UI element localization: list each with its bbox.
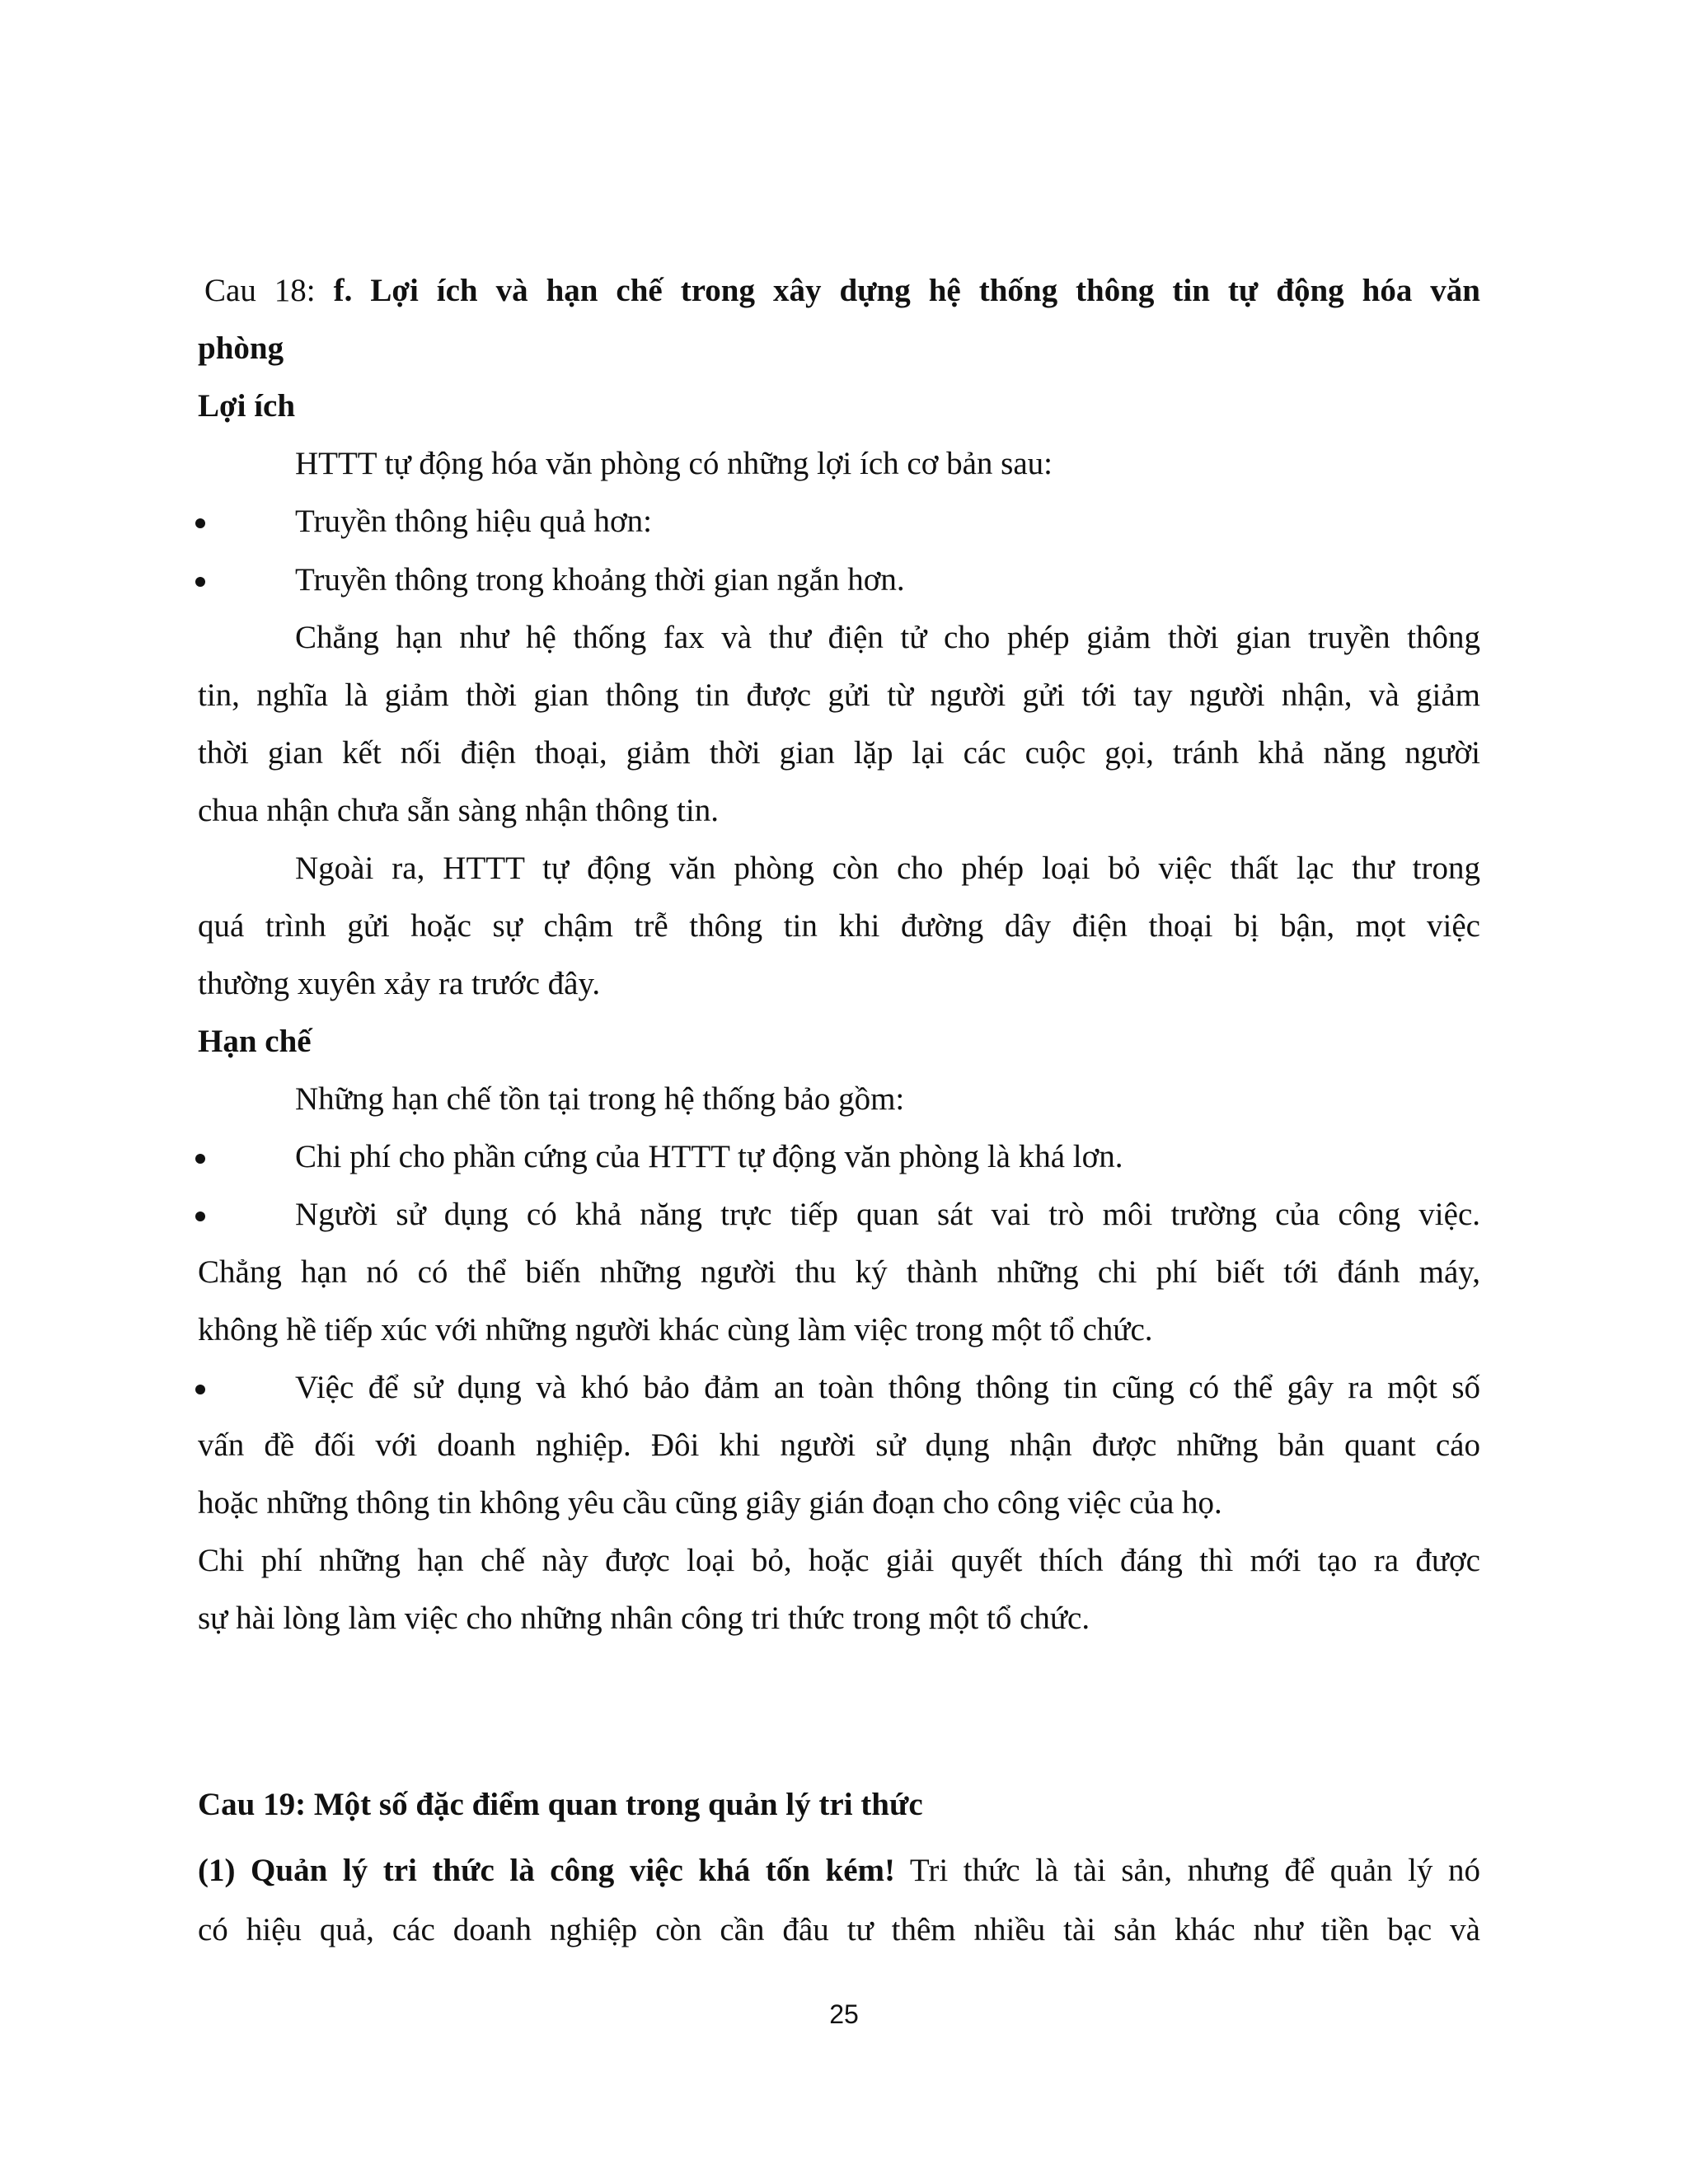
limit-item-2-line: Chẳng hạn nó có thể biến những người thu ký thành những chi phí biết tới đánh máy,	[198, 1254, 1480, 1290]
limit-item-2-line: không hề tiếp xúc với những người khác cùng làm việc trong một tổ chức.	[198, 1312, 1153, 1347]
limit-item-1: Chi phí cho phần cứng của HTTT tự động văn phòng là khá lơn.	[295, 1139, 1123, 1174]
q19-point1-bold: (1) Quản lý tri thức là công việc khá tốn kém!	[198, 1853, 896, 1888]
para2-line: Ngoài ra, HTTT tự động văn phòng còn cho phép loại bỏ việc thất lạc thư trong	[295, 851, 1480, 886]
conclusion-line: sự hài lòng làm việc cho những nhân công tri thức trong một tổ chức.	[198, 1601, 1090, 1636]
q19-point1-line2: có hiệu quả, các doanh nghiệp còn cần đâu tư thêm nhiều tài sản khác như tiền bạc và	[198, 1912, 1480, 1947]
para1-line: tin, nghĩa là giảm thời gian thông tin được gửi từ người gửi tới tay người nhận, và giảm	[198, 677, 1480, 713]
limit-item-3-line: hoặc những thông tin không yêu cầu cũng giây gián đoạn cho công việc của họ.	[198, 1485, 1222, 1521]
limits-heading: Hạn chế	[198, 1024, 312, 1059]
limit-item-3-line: Việc để sử dụng và khó bảo đảm an toàn thông thông tin cũng có thể gây ra một số	[295, 1370, 1480, 1405]
conclusion-line: Chi phí những hạn chế này được loại bỏ, hoặc giải quyết thích đáng thì mới tạo ra được	[198, 1543, 1480, 1578]
benefits-intro: HTTT tự động hóa văn phòng có những lợi ích cơ bản sau:	[295, 446, 1053, 481]
q18-title-line2: phòng	[198, 330, 284, 366]
benefits-heading: Lợi ích	[198, 388, 296, 424]
bullet-icon	[195, 1154, 205, 1164]
bullet-icon	[195, 518, 205, 528]
q18-title-text: f. Lợi ích và hạn chế trong xây dựng hệ thống thông tin tự động hóa văn	[333, 273, 1480, 308]
benefit-item-1: Truyền thông hiệu quả hơn:	[295, 504, 652, 539]
bullet-icon	[195, 1212, 205, 1221]
para2-line: quá trình gửi hoặc sự chậm trễ thông tin khi đường dây điện thoại bị bận, mọt việc	[198, 908, 1480, 944]
q19-title: Cau 19: Một số đặc điểm quan trong quản lý tri thức	[198, 1787, 923, 1822]
limit-item-3-line: vấn đề đối với doanh nghiệp. Đôi khi người sử dụng nhận được những bản quant cáo	[198, 1427, 1480, 1463]
para2-line: thường xuyên xảy ra trước đây.	[198, 966, 601, 1001]
limits-intro: Những hạn chế tồn tại trong hệ thống bảo gồm:	[295, 1081, 905, 1117]
bullet-icon	[195, 1385, 205, 1394]
bullet-icon	[195, 577, 205, 587]
para1-line: chua nhận chưa sẵn sàng nhận thông tin.	[198, 793, 719, 828]
para1-line: Chẳng hạn như hệ thống fax và thư điện tử cho phép giảm thời gian truyền thông	[295, 620, 1480, 655]
limit-item-2-line: Người sử dụng có khả năng trực tiếp quan sát vai trò môi trường của công việc.	[295, 1197, 1480, 1232]
q18-prefix: Cau 18:	[204, 273, 334, 308]
benefit-item-2: Truyền thông trong khoảng thời gian ngắn hơn.	[295, 562, 905, 598]
q18-title-line1	[204, 274, 1480, 307]
q19-point1-rest: Tri thức là tài sản, nhưng để quản lý nó	[895, 1853, 1480, 1888]
para1-line: thời gian kết nối điện thoại, giảm thời gian lặp lại các cuộc gọi, tránh khả năng người	[198, 735, 1480, 771]
page-number: 25	[829, 1999, 859, 2029]
q19-point1-line1	[198, 1854, 1480, 1886]
